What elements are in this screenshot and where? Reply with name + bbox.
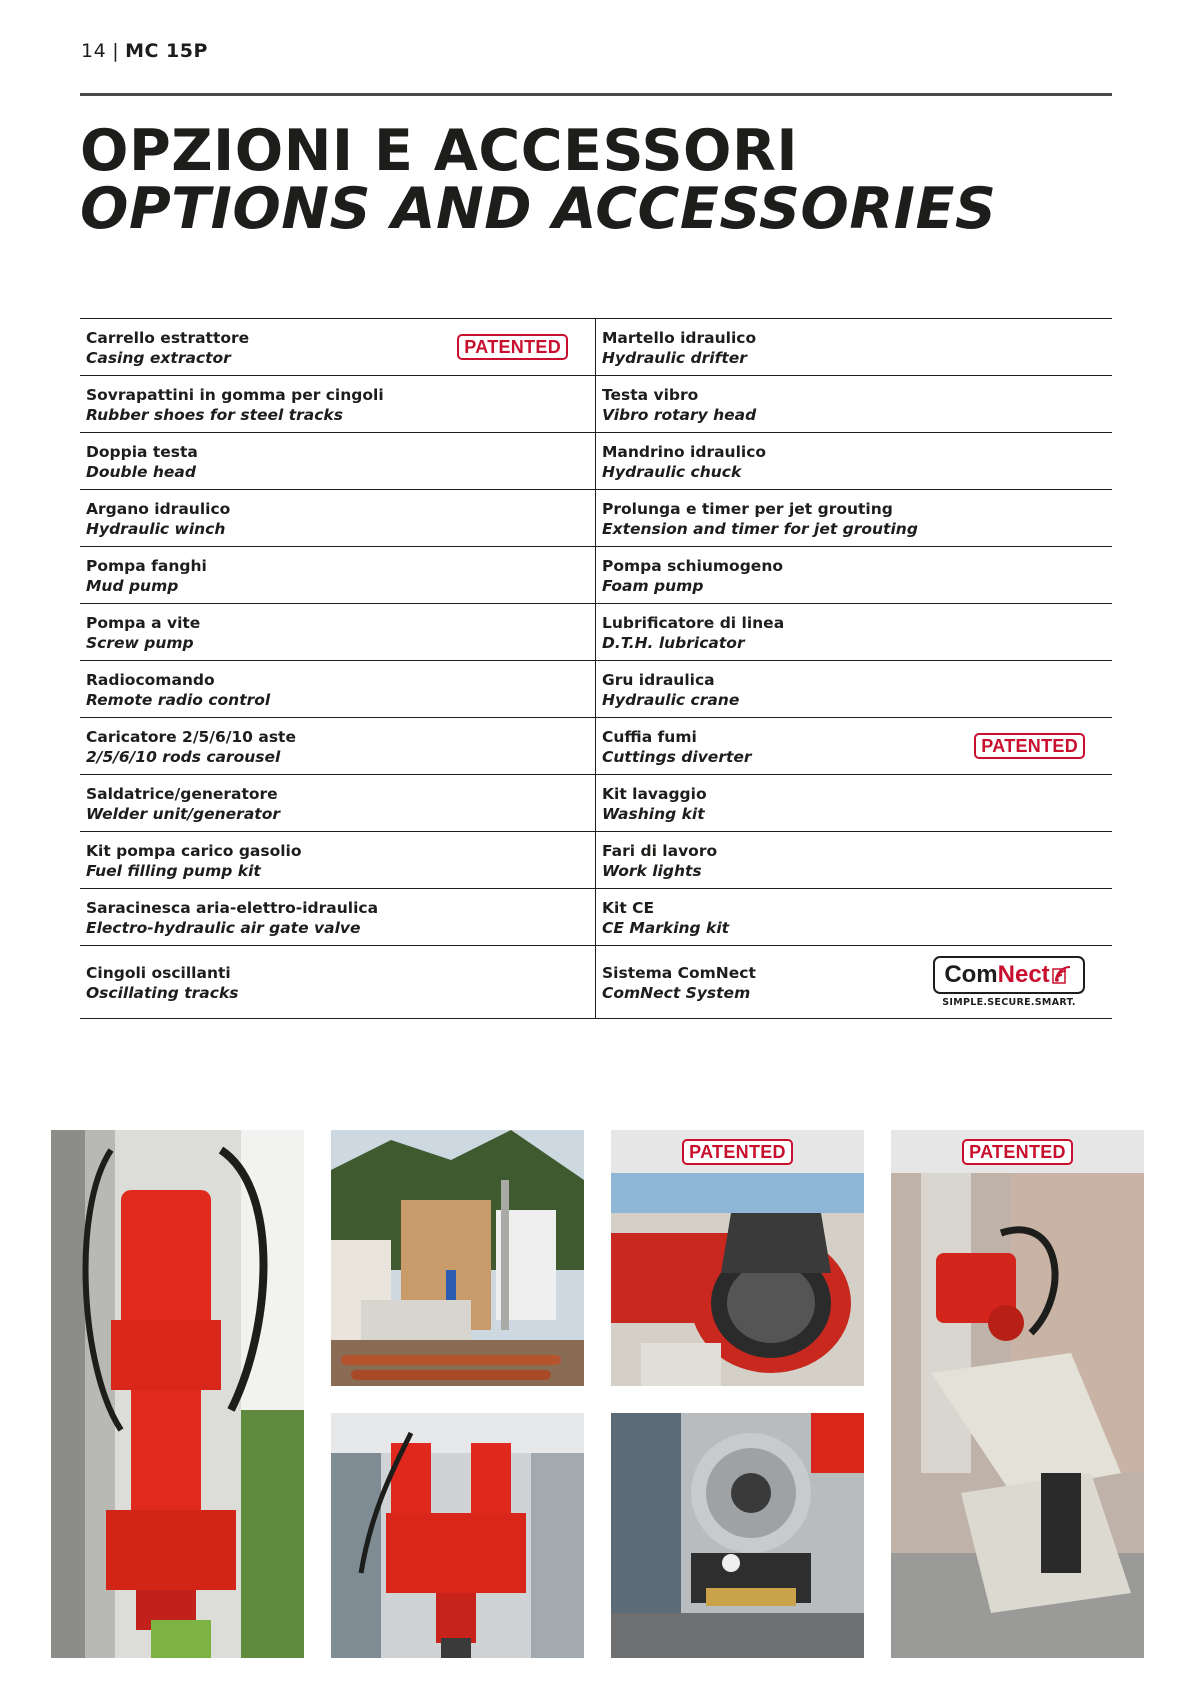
item-name-en: Screw pump bbox=[86, 634, 194, 652]
item-name-en: Remote radio control bbox=[86, 691, 271, 709]
comnect-tagline: SIMPLE.SECURE.SMART. bbox=[942, 997, 1076, 1008]
item-name-it: Saldatrice/generatore bbox=[86, 785, 278, 803]
table-cell bbox=[80, 775, 596, 831]
table-cell bbox=[80, 433, 596, 489]
table-row bbox=[80, 490, 1112, 547]
header-separator: | bbox=[112, 40, 120, 62]
item-name-en: Rubber shoes for steel tracks bbox=[86, 406, 343, 424]
item-name-en: Double head bbox=[86, 463, 196, 481]
item-name-it: Kit CE bbox=[602, 899, 655, 917]
item-name-en: Welder unit/generator bbox=[86, 805, 280, 823]
item-name-it: Martello idraulico bbox=[602, 329, 757, 347]
table-cell bbox=[596, 490, 1112, 546]
comnect-brand-nect: Nect bbox=[997, 961, 1050, 988]
patented-badge: PATENTED bbox=[974, 733, 1085, 759]
item-name-it: Prolunga e timer per jet grouting bbox=[602, 500, 893, 518]
item-name-en: Hydraulic drifter bbox=[602, 349, 747, 367]
item-name-en: Foam pump bbox=[602, 577, 704, 595]
item-name-it: Mandrino idraulico bbox=[602, 443, 767, 461]
table-row bbox=[80, 661, 1112, 718]
photo-cuttings-diverter bbox=[611, 1173, 864, 1386]
item-name-en: Fuel filling pump kit bbox=[86, 862, 261, 880]
item-name-en: D.T.H. lubricator bbox=[602, 634, 745, 652]
table-cell bbox=[80, 547, 596, 603]
vibro-head-image bbox=[51, 1130, 304, 1658]
item-name-it: Radiocomando bbox=[86, 671, 215, 689]
table-cell bbox=[80, 946, 596, 1018]
table-row bbox=[80, 889, 1112, 946]
title-english: OPTIONS AND ACCESSORIES bbox=[80, 176, 997, 242]
page-number: 14 bbox=[81, 40, 107, 62]
item-name-en: Mud pump bbox=[86, 577, 179, 595]
item-name-en: Hydraulic crane bbox=[602, 691, 740, 709]
item-name-en: Washing kit bbox=[602, 805, 705, 823]
table-cell bbox=[596, 661, 1112, 717]
item-name-it: Saracinesca aria-elettro-idraulica bbox=[86, 899, 379, 917]
cuttings-diverter-image bbox=[611, 1173, 864, 1386]
table-row bbox=[80, 433, 1112, 490]
patented-badge: PATENTED bbox=[682, 1139, 793, 1165]
table-row bbox=[80, 604, 1112, 661]
item-name-en: Cuttings diverter bbox=[602, 748, 752, 766]
item-name-en: CE Marking kit bbox=[602, 919, 730, 937]
options-table bbox=[80, 318, 1112, 1019]
item-name-it: Pompa fanghi bbox=[86, 557, 207, 575]
item-name-it: Sistema ComNect bbox=[602, 964, 756, 982]
item-name-en: Hydraulic chuck bbox=[602, 463, 742, 481]
page-header bbox=[81, 40, 208, 62]
table-row bbox=[80, 775, 1112, 832]
table-cell bbox=[80, 889, 596, 945]
table-cell bbox=[596, 832, 1112, 888]
table-cell bbox=[596, 775, 1112, 831]
comnect-logo bbox=[933, 956, 1085, 1008]
table-cell bbox=[596, 433, 1112, 489]
item-name-it: Cingoli oscillanti bbox=[86, 964, 231, 982]
photo-washing-kit bbox=[611, 1413, 864, 1658]
item-name-it: Lubrificatore di linea bbox=[602, 614, 785, 632]
comnect-brand-com: Com bbox=[944, 961, 998, 988]
table-cell bbox=[80, 376, 596, 432]
table-cell bbox=[80, 661, 596, 717]
patented-badge: PATENTED bbox=[457, 334, 568, 360]
signal-icon bbox=[1052, 965, 1074, 985]
item-name-it: Gru idraulica bbox=[602, 671, 715, 689]
item-name-it: Carrello estrattore bbox=[86, 329, 250, 347]
double-head-image bbox=[331, 1413, 584, 1658]
table-row bbox=[80, 832, 1112, 889]
model-name: MC 15P bbox=[125, 40, 208, 62]
photo-rig-site bbox=[331, 1130, 584, 1386]
item-name-en: Extension and timer for jet grouting bbox=[602, 520, 918, 538]
table-cell bbox=[596, 946, 1112, 1018]
item-name-it: Caricatore 2/5/6/10 aste bbox=[86, 728, 296, 746]
item-name-it: Kit pompa carico gasolio bbox=[86, 842, 302, 860]
photo-rotary-head bbox=[891, 1173, 1144, 1658]
table-row bbox=[80, 946, 1112, 1019]
item-name-it: Testa vibro bbox=[602, 386, 699, 404]
item-name-it: Sovrapattini in gomma per cingoli bbox=[86, 386, 384, 404]
table-cell bbox=[80, 832, 596, 888]
page-title bbox=[80, 118, 997, 242]
patented-strip bbox=[891, 1130, 1144, 1173]
table-cell bbox=[596, 604, 1112, 660]
table-cell bbox=[596, 889, 1112, 945]
photo-vibro-head bbox=[51, 1130, 304, 1658]
table-cell bbox=[80, 604, 596, 660]
item-name-en: Work lights bbox=[602, 862, 702, 880]
item-name-it: Pompa schiumogeno bbox=[602, 557, 783, 575]
item-name-en: 2/5/6/10 rods carousel bbox=[86, 748, 281, 766]
table-row bbox=[80, 319, 1112, 376]
item-name-en: Oscillating tracks bbox=[86, 984, 239, 1002]
patented-strip bbox=[611, 1130, 864, 1173]
title-italian: OPZIONI E ACCESSORI bbox=[80, 118, 799, 184]
item-name-it: Fari di lavoro bbox=[602, 842, 718, 860]
photo-double-head bbox=[331, 1413, 584, 1658]
table-cell bbox=[80, 490, 596, 546]
item-name-en: Hydraulic winch bbox=[86, 520, 226, 538]
item-name-en: ComNect System bbox=[602, 984, 751, 1002]
item-name-en: Electro-hydraulic air gate valve bbox=[86, 919, 361, 937]
item-name-en: Vibro rotary head bbox=[602, 406, 757, 424]
table-row bbox=[80, 547, 1112, 604]
rotary-head-image bbox=[891, 1173, 1144, 1658]
item-name-it: Cuffia fumi bbox=[602, 728, 697, 746]
item-name-it: Argano idraulico bbox=[86, 500, 231, 518]
table-row bbox=[80, 376, 1112, 433]
washing-kit-image bbox=[611, 1413, 864, 1658]
table-cell bbox=[596, 376, 1112, 432]
rig-site-image bbox=[331, 1130, 584, 1386]
item-name-it: Doppia testa bbox=[86, 443, 198, 461]
table-cell bbox=[596, 718, 1112, 774]
patented-badge: PATENTED bbox=[962, 1139, 1073, 1165]
item-name-en: Casing extractor bbox=[86, 349, 231, 367]
table-row bbox=[80, 718, 1112, 775]
comnect-logo-box bbox=[933, 956, 1085, 994]
header-rule bbox=[80, 93, 1112, 96]
item-name-it: Kit lavaggio bbox=[602, 785, 707, 803]
table-cell bbox=[596, 319, 1112, 375]
table-cell bbox=[80, 718, 596, 774]
item-name-it: Pompa a vite bbox=[86, 614, 201, 632]
table-cell bbox=[596, 547, 1112, 603]
table-cell bbox=[80, 319, 596, 375]
